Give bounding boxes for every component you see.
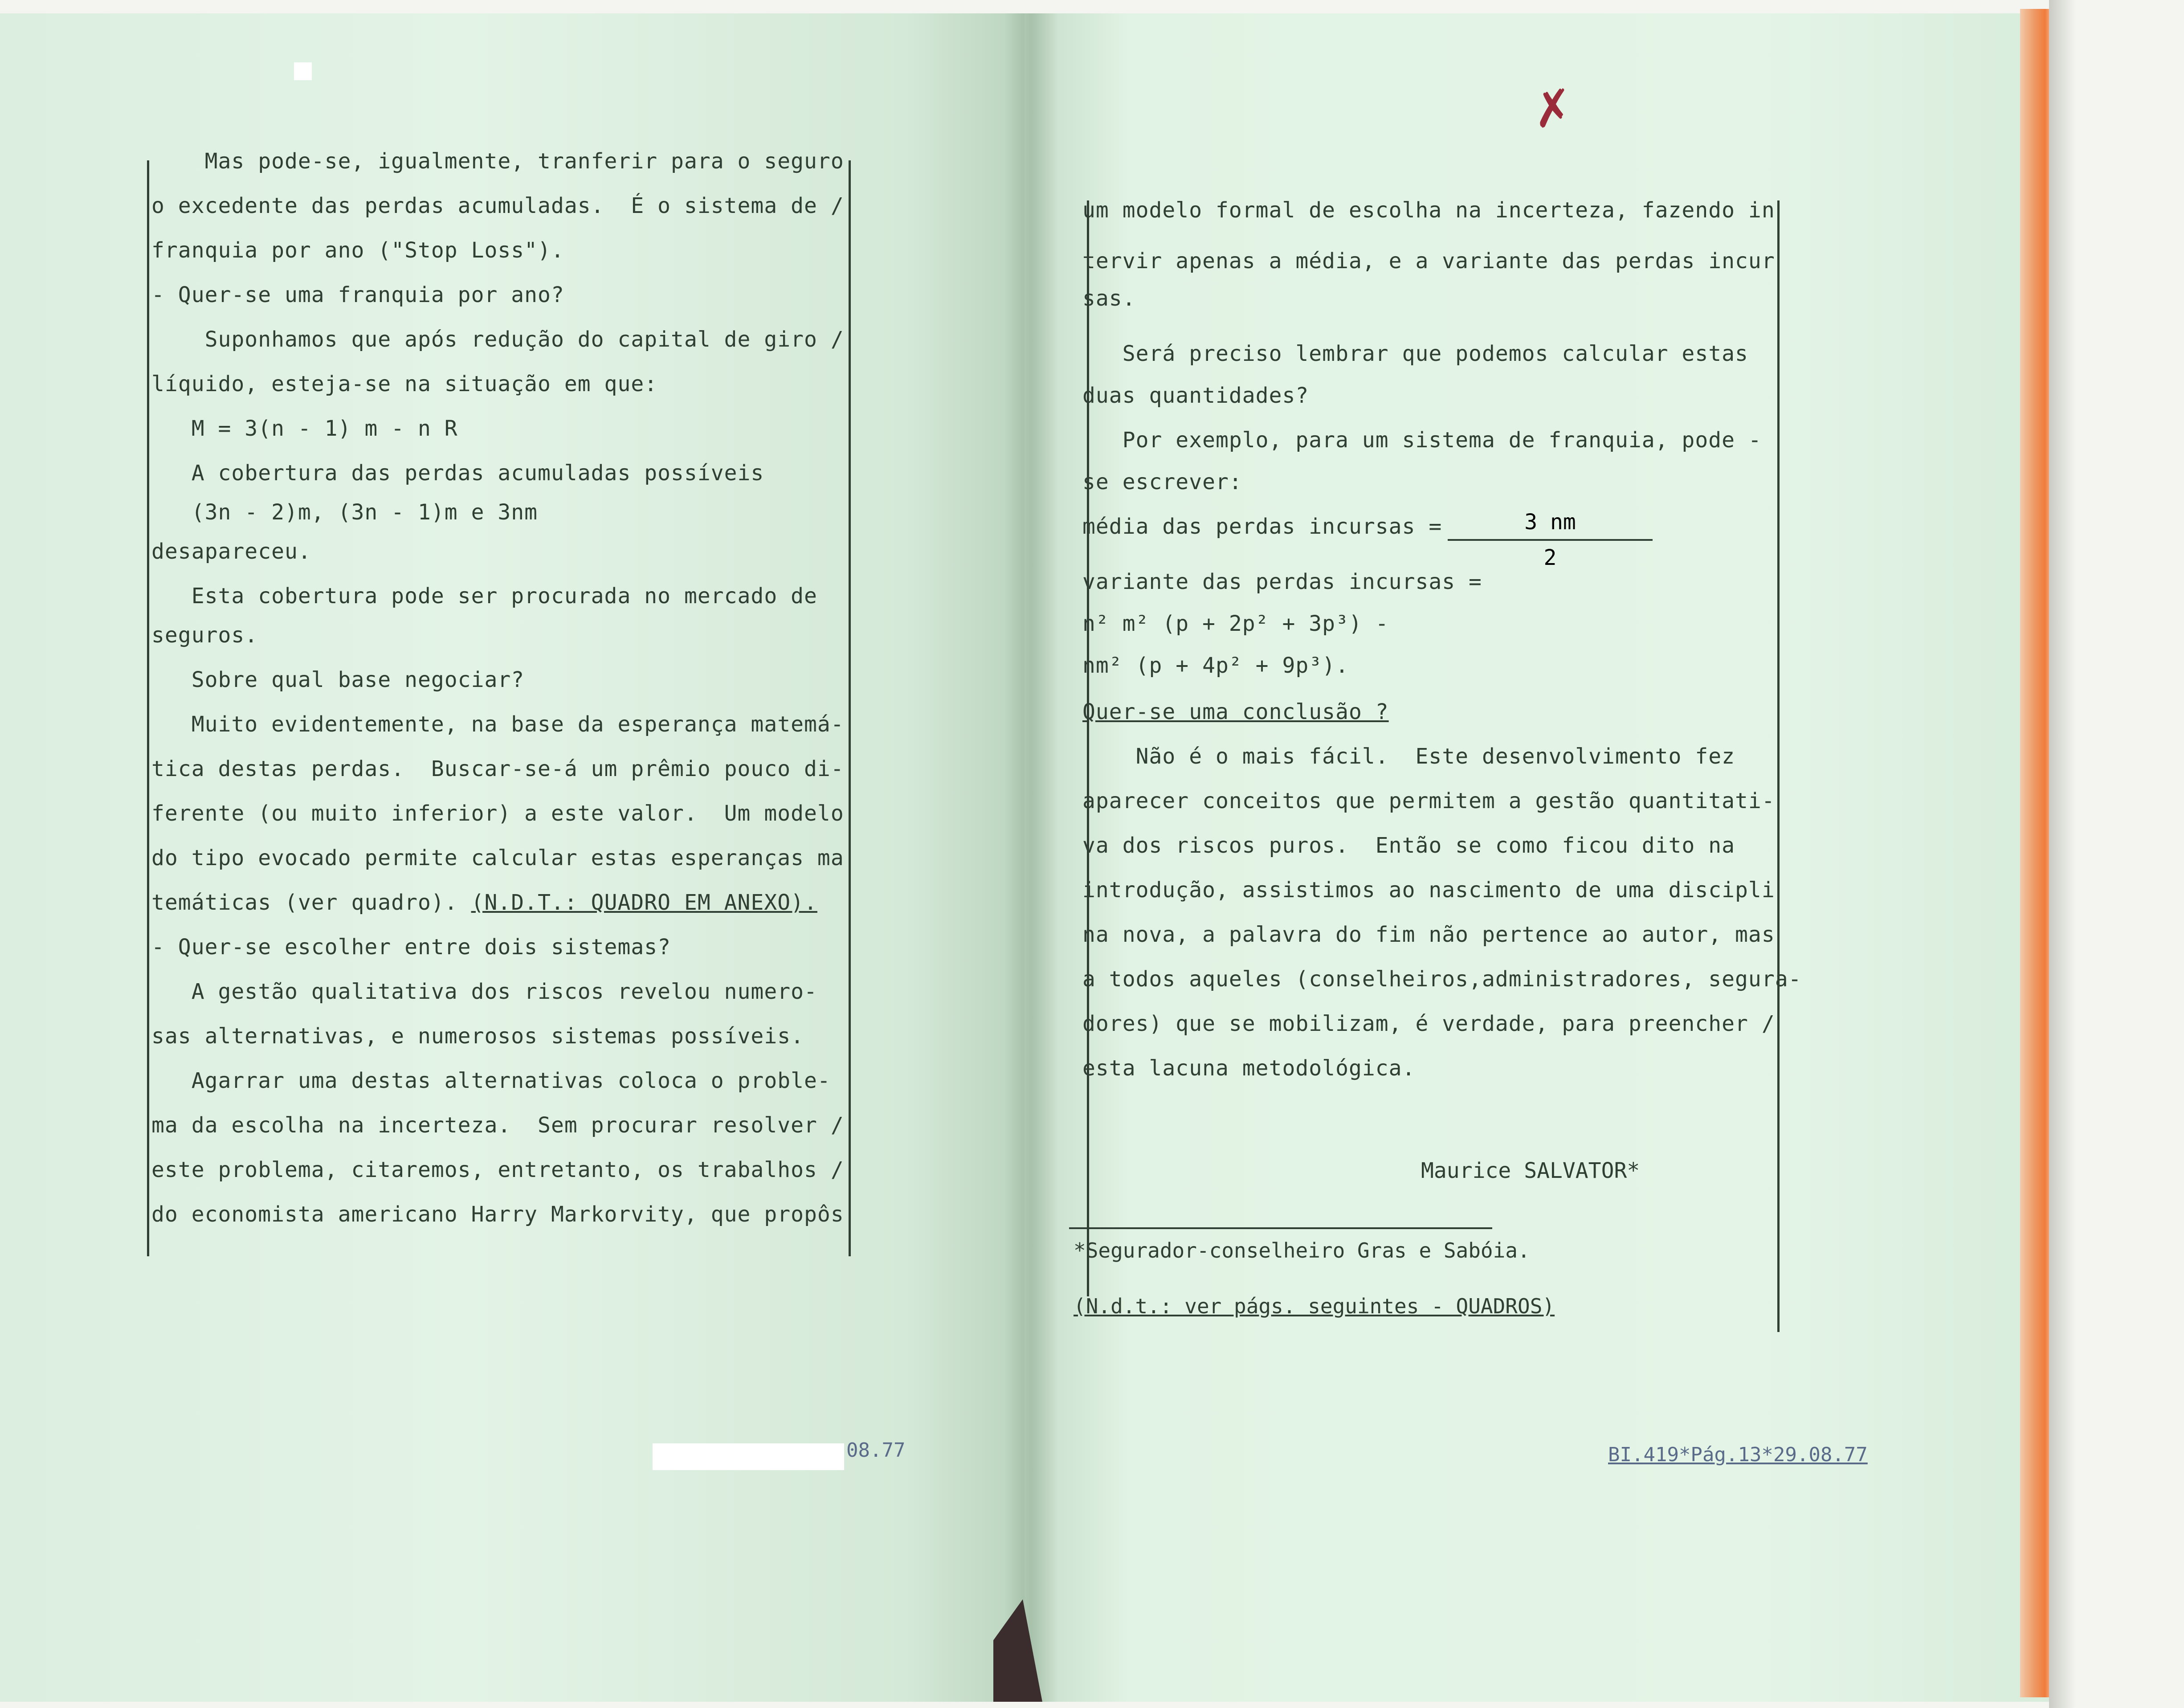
text-line: Muito evidentemente, na base da esperança matemá- xyxy=(151,712,844,737)
text-line: Sobre qual base negociar? xyxy=(151,667,525,692)
right-page-text xyxy=(1082,196,1802,1083)
text-line: sas alternativas, e numerosos sistemas possíveis. xyxy=(151,1024,804,1049)
footnote-author: *Segurador-conselheiro Gras e Sabóia. xyxy=(1074,1238,1530,1263)
ndt-note: (N.D.T.: QUADRO EM ANEXO). xyxy=(471,890,817,915)
text-line: (3n - 2)m, (3n - 1)m e 3nm xyxy=(151,500,538,525)
left-footer-fragment: 08.77 xyxy=(846,1439,906,1462)
text-line: do economista americano Harry Markorvity, que propôs xyxy=(151,1202,844,1227)
text-line: ferente (ou muito inferior) a este valor. Um modelo xyxy=(151,801,844,826)
handwritten-x-mark: ✗ xyxy=(1528,78,1577,140)
text-line: Esta cobertura pode ser procurada no mercado de xyxy=(151,584,817,609)
text-line: Agarrar uma destas alternativas coloca o proble- xyxy=(151,1068,831,1093)
page-edge-shadow xyxy=(2049,0,2076,1708)
text-line: Será preciso lembrar que podemos calcular estas xyxy=(1082,341,1748,366)
fraction-numerator: 3 nm xyxy=(1524,510,1576,535)
text-line: Suponhamos que após redução do capital de giro / xyxy=(151,327,844,352)
fraction-denominator: 2 xyxy=(1543,545,1557,570)
text-line: se escrever: xyxy=(1082,470,1242,494)
text-line: - Quer-se uma franquia por ano? xyxy=(151,282,564,307)
redaction-mark xyxy=(294,62,312,80)
text-line: esta lacuna metodológica. xyxy=(1082,1056,1416,1081)
fraction xyxy=(1448,508,1653,572)
text-line: tica destas perdas. Buscar-se-á um prêmio pouco di- xyxy=(151,756,844,781)
text-line: aparecer conceitos que permitem a gestão quantitati- xyxy=(1082,789,1775,813)
text-line: franquia por ano ("Stop Loss"). xyxy=(151,238,564,263)
footnote-rule xyxy=(1069,1227,1492,1229)
book-gutter xyxy=(1004,13,1058,1702)
text-line: va dos riscos puros. Então se como ficou dito na xyxy=(1082,833,1735,858)
text-line: A gestão qualitativa dos riscos revelou numero- xyxy=(151,979,817,1004)
text-line: ma da escolha na incerteza. Sem procurar resolver / xyxy=(151,1113,844,1138)
footer-redaction xyxy=(653,1443,844,1470)
footnote-ndt: (N.d.t.: ver págs. seguintes - QUADROS) xyxy=(1074,1294,1555,1318)
left-page-text xyxy=(151,147,846,1229)
text-line: introdução, assistimos ao nascimento de uma discipli xyxy=(1082,878,1775,903)
left-margin-rule xyxy=(147,160,149,1256)
formula-line-1: n² m² (p + 2p² + 3p³) - xyxy=(1082,611,1389,636)
text-line: na nova, a palavra do fim não pertence ao autor, mas xyxy=(1082,922,1775,947)
text-line: este problema, citaremos, entretanto, os trabalhos / xyxy=(151,1157,844,1182)
text-line: duas quantidades? xyxy=(1082,383,1309,408)
text-line: Por exemplo, para um sistema de franquia, pode - xyxy=(1082,428,1762,453)
text-line-with-note xyxy=(151,888,846,917)
text-line: do tipo evocado permite calcular estas esperanças ma xyxy=(151,846,844,870)
media-label: média das perdas incursas = xyxy=(1082,514,1442,539)
text-line: M = 3(n - 1) m - n R xyxy=(151,416,458,441)
text-line: um modelo formal de escolha na incerteza, fazendo in xyxy=(1082,198,1775,223)
text-line: A cobertura das perdas acumuladas possíveis xyxy=(151,461,764,486)
text-line: desapareceu. xyxy=(151,539,311,564)
text-line: tervir apenas a média, e a variante das perdas incur xyxy=(1082,249,1775,274)
conclusion-heading: Quer-se uma conclusão ? xyxy=(1082,699,1389,724)
text-line: seguros. xyxy=(151,623,258,648)
text-line: o excedente das perdas acumuladas. É o sistema de / xyxy=(151,193,844,218)
text-line: líquido, esteja-se na situação em que: xyxy=(151,372,658,396)
text-line: dores) que se mobilizam, é verdade, para preencher / xyxy=(1082,1011,1775,1036)
page-footer: BI.419*Pág.13*29.08.77 xyxy=(1608,1443,1868,1466)
text-line: - Quer-se escolher entre dois sistemas? xyxy=(151,935,671,960)
author-signature: Maurice SALVATOR* xyxy=(1421,1158,1640,1183)
formula-line-2: nm² (p + 4p² + 9p³). xyxy=(1082,653,1349,678)
variante-label: variante das perdas incursas = xyxy=(1082,569,1482,594)
text-line: Mas pode-se, igualmente, tranferir para o seguro xyxy=(151,149,844,174)
left-right-rule xyxy=(849,160,851,1256)
text-line: temáticas (ver quadro). xyxy=(151,890,458,915)
text-line: sas. xyxy=(1082,286,1136,311)
text-line: a todos aqueles (conselheiros,administradores, segura- xyxy=(1082,967,1802,992)
text-line: Não é o mais fácil. Este desenvolvimento fez xyxy=(1082,744,1735,769)
page-edge-stain xyxy=(2020,9,2051,1697)
fraction-bar xyxy=(1448,539,1653,541)
